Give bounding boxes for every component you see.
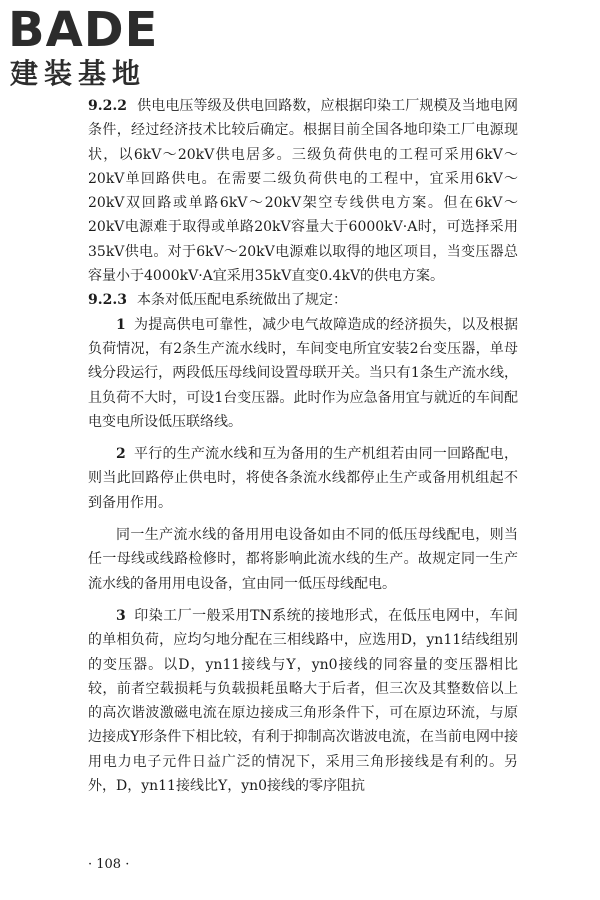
logo-subtitle: 建装基地	[10, 57, 147, 90]
clause-number: 9.2.2	[88, 98, 127, 114]
clause-9-2-2	[88, 94, 518, 288]
item-2	[88, 442, 518, 515]
page-number: · 108 ·	[88, 857, 130, 872]
item-text: 为提高供电可靠性，减少电气故障造成的经济损失，以及根据负荷情况，有2条生产流水线时，车间变电所宜安装2台变压器，单母线分段运行，两段低压母线间设置母联开关。当只有1条生产流水线，且负荷不大时，可设1台变压器。此时作为应急备用宜与就近的车间配电变电所设低压联络线。	[88, 316, 518, 430]
brand-logo	[8, 4, 178, 90]
clause-text: 供电电压等级及供电回路数，应根据印染工厂规模及当地电网条件，经过经济技术比较后确定。根据目前全国各地印染工厂电源现状，以6kV～20kV供电居多。三级负荷供电的工程可采用6kV～20kV单回路供电。在需要二级负荷供电的工程中，宜采用6kV～20kV双回路或单路6kV～20kV架空专线供电方案。但在6kV～20kV电源难于取得或单路20kV容量大于6000kV·A时，可选择采用35kV供电。对于6kV～20kV电源难以取得的地区项目，当变压器总容量小于4000kV·A宜采用35kV直变0.4kV的供电方案。	[88, 98, 518, 285]
item-number: 3	[116, 607, 126, 624]
item-3	[88, 604, 518, 798]
item-number: 2	[116, 446, 126, 463]
item-2-continuation	[88, 523, 518, 596]
item-text: 平行的生产流水线和互为备用的生产机组若由同一回路配电，则当此回路停止供电时，将使各条流水线都停止生产或备用机组起不到备用作用。	[88, 446, 518, 511]
item-number: 1	[116, 316, 126, 333]
item-text: 同一生产流水线的备用用电设备如由不同的低压母线配电，则当任一母线或线路检修时，都将影响此流水线的生产。故规定同一生产流水线的备用用电设备，宜由同一低压母线配电。	[88, 527, 518, 592]
logo-brand-text: BADE	[8, 2, 159, 58]
item-text: 印染工厂一般采用TN系统的接地形式，在低压电网中，车间的单相负荷，应均匀地分配在三相线路中，应选用D，yn11结线组别的变压器。以D，yn11接线与Y，yn0接线的同容量的变压器相比较，前者空载损耗与负载损耗虽略大于后者，但三次及其整数倍以上的高次谐波激磁电流在原边接成三角形条件下，可在原边环流，与原边接成Y形条件下相比较，有利于抑制高次谐波电流，在当前电网中接用电力电子元件日益广泛的情况下，采用三角形接线是有利的。另外，D，yn11接线比Y，yn0接线的零序阻抗	[88, 607, 518, 795]
clause-text: 本条对低压配电系统做出了规定：	[136, 292, 347, 309]
clause-9-2-3	[88, 288, 518, 312]
item-1	[88, 313, 518, 434]
clause-number: 9.2.3	[88, 292, 127, 309]
page-content	[88, 94, 518, 798]
